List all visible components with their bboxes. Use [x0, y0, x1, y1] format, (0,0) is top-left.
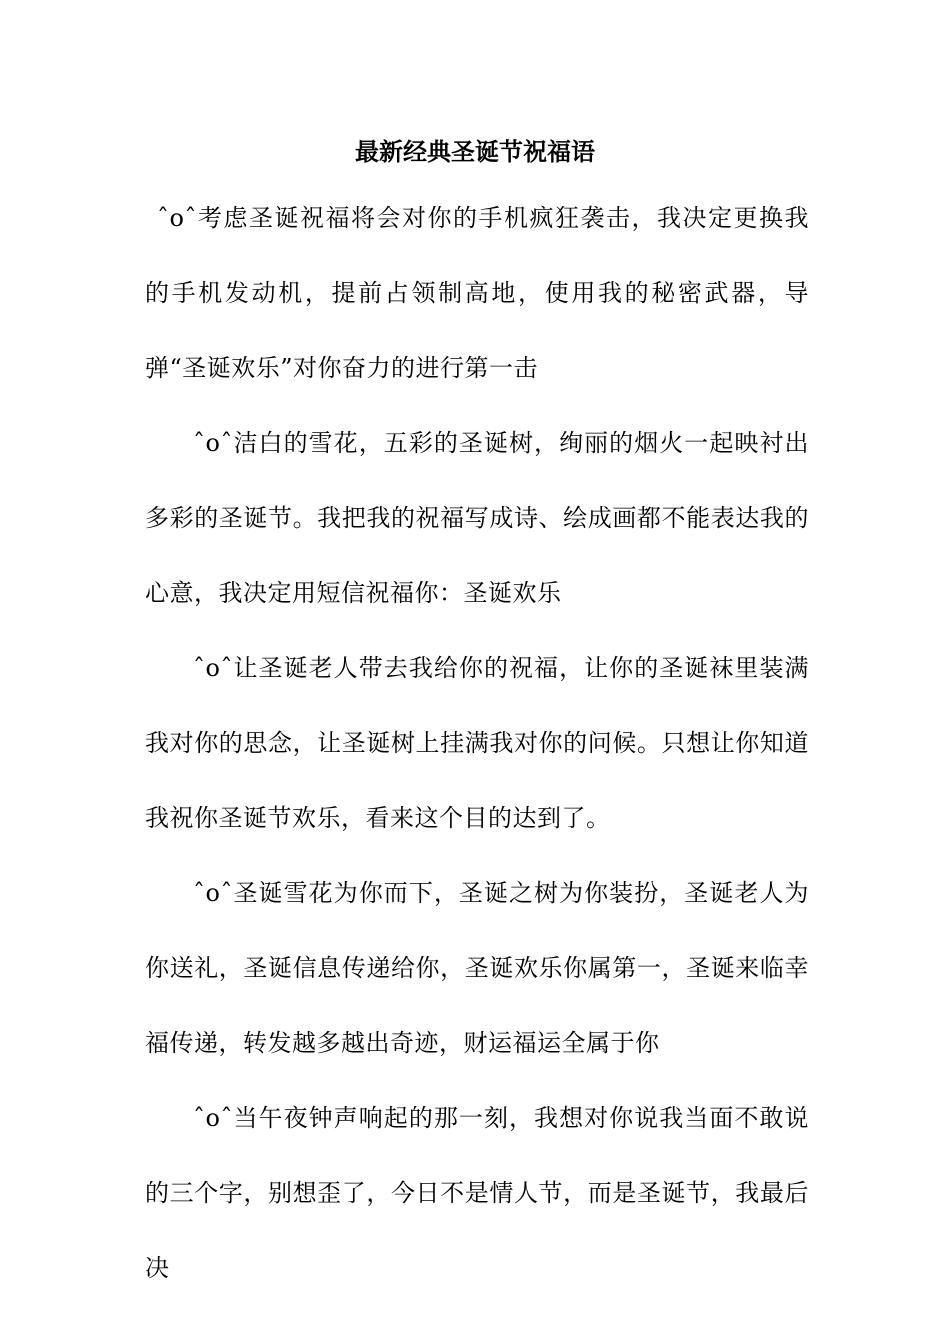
paragraph-5: ˆoˆ当午夜钟声响起的那一刻，我想对你说我当面不敢说的三个字，别想歪了，今日不是情人节，而是圣诞节，我最后决: [145, 1104, 809, 1282]
paragraph-3: ˆoˆ让圣诞老人带去我给你的祝福，让你的圣诞袜里装满我对你的思念，让圣诞树上挂满我对你的问候。只想让你知道我祝你圣诞节欢乐，看来这个目的达到了。: [145, 654, 809, 832]
document-body: [145, 181, 809, 1306]
paragraph-4: ˆoˆ圣诞雪花为你而下，圣诞之树为你装扮，圣诞老人为你送礼，圣诞信息传递给你，圣诞欢乐你属第一，圣诞来临幸福传递，转发越多越出奇迹，财运福运全属于你: [145, 879, 809, 1057]
paragraph-2: ˆoˆ洁白的雪花，五彩的圣诞树，绚丽的烟火一起映衬出多彩的圣诞节。我把我的祝福写成诗、绘成画都不能表达我的心意，我决定用短信祝福你：圣诞欢乐: [145, 429, 809, 607]
document-title: 最新经典圣诞节祝福语: [355, 137, 595, 166]
paragraph-1: ˆoˆ考虑圣诞祝福将会对你的手机疯狂袭击，我决定更换我的手机发动机，提前占领制高地，使用我的秘密武器，导弹“圣诞欢乐”对你奋力的进行第一击: [145, 204, 809, 382]
